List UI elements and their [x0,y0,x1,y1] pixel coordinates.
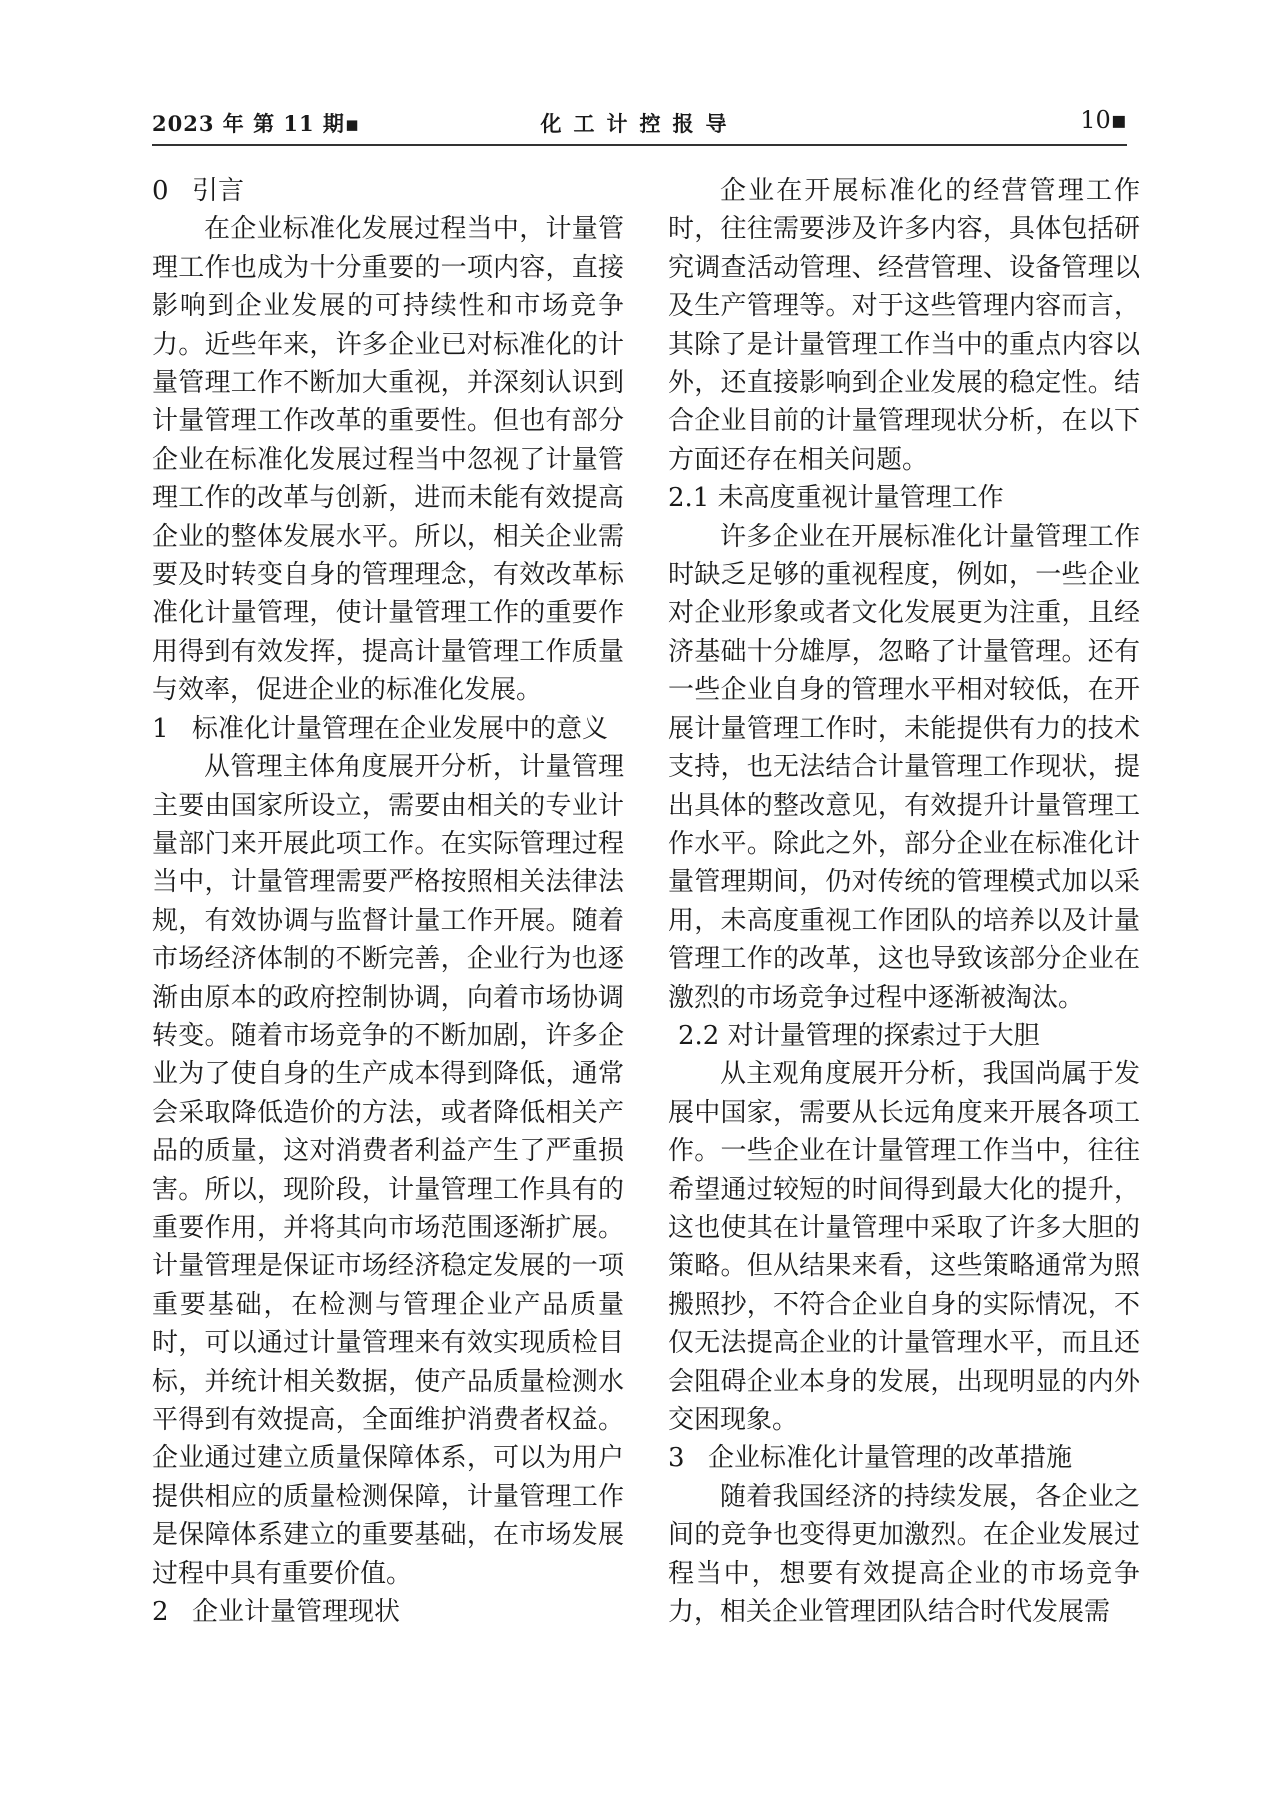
section-heading-3 [668,1439,1140,1477]
issue-label: 2023 年 第 11 期▪ [152,111,361,136]
paragraph-2-1: 许多企业在开展标准化计量管理工作时缺乏足够的重视程度，例如，一些企业对企业形象或者文化发展更为注重，且经济基础十分雄厚，忽略了计量管理。还有一些企业自身的管理水平相对较低，在开展计量管理工作时，未能提供有力的技术支持，也无法结合计量管理工作现状，提出具体的整改意见，有效提升计量管理工作水平。除此之外，部分企业在标准化计量管理期间，仍对传统的管理模式加以采用，未高度重视工作团队的培养以及计量管理工作的改革，这也导致该部分企业在激烈的市场竞争过程中逐渐被淘汰。 [668,521,1140,1013]
section-heading-2 [152,1593,624,1631]
section-number: 0 [152,176,169,206]
subsection-heading-2-2: 2.2 对计量管理的探索过于大胆 [678,1020,1040,1051]
section-heading-1 [152,710,624,748]
section-number: 3 [668,1443,685,1474]
paragraph-significance: 从管理主体角度展开分析，计量管理主要由国家所设立，需要由相关的专业计量部门来开展此项工作。在实际管理过程当中，计量管理需要严格按照相关法律法规，有效协调与监督计量工作开展。随着市场经济体制的不断完善，企业行为也逐渐由原本的政府控制协调，向着市场协调转变。随着市场竞争的不断加剧，许多企业为了使自身的生产成本得到降低，通常会采取降低造价的方法，或者降低相关产品的质量，这对消费者利益产生了严重损害。所以，现阶段，计量管理工作具有的重要作用，并将其向市场范围逐渐扩展。计量管理是保证市场经济稳定发展的一项重要基础，在检测与管理企业产品质量时，可以通过计量管理来有效实现质检目标，并统计相关数据，使产品质量检测水平得到有效提高，全面维护消费者权益。企业通过建立质量保障体系，可以为用户提供相应的质量检测保障，计量管理工作是保障体系建立的重要基础，在市场发展过程中具有重要价值。 [152,752,624,1589]
section-heading-0 [152,172,624,210]
section-title: 引言 [192,176,245,206]
section-title: 标准化计量管理在企业发展中的意义 [192,713,609,744]
paragraph-intro: 在企业标准化发展过程当中，计量管理工作也成为十分重要的一项内容，直接影响到企业发展的可持续性和市场竞争力。近些年来，许多企业已对标准化的计量管理工作不断加大重视，并深刻认识到计量管理工作改革的重要性。但也有部分企业在标准化发展过程当中忽视了计量管理工作的改革与创新，进而未能有效提高企业的整体发展水平。所以，相关企业需要及时转变自身的管理理念，有效改革标准化计量管理，使计量管理工作的重要作用得到有效发挥，提高计量管理工作质量与效率，促进企业的标准化发展。 [152,214,624,706]
section-title: 企业标准化计量管理的改革措施 [708,1443,1073,1474]
running-header [152,104,1127,146]
paragraph-status: 企业在开展标准化的经营管理工作时，往往需要涉及许多内容，具体包括研究调查活动管理、经营管理、设备管理以及生产管理等。对于这些管理内容而言，其除了是计量管理工作当中的重点内容以外，还直接影响到企业发展的稳定性。结合企业目前的计量管理现状分析，在以下方面还存在相关问题。 [668,176,1140,475]
right-column [668,172,1140,1631]
section-title: 企业计量管理现状 [192,1597,401,1628]
page-number: 10▪ [1080,106,1127,134]
journal-title: 化工计控报导 [540,111,739,136]
subsection-heading-2-1: 2.1 未高度重视计量管理工作 [668,483,1004,514]
left-column [152,172,624,1631]
section-number: 2 [152,1597,169,1628]
paragraph-reform: 随着我国经济的持续发展，各企业之间的竞争也变得更加激烈。在企业发展过程当中，想要有效提高企业的市场竞争力，相关企业管理团队结合时代发展需 [668,1481,1140,1628]
paragraph-2-2: 从主观角度展开分析，我国尚属于发展中国家，需要从长远角度来开展各项工作。一些企业在计量管理工作当中，往往希望通过较短的时间得到最大化的提升，这也使其在计量管理中采取了许多大胆的策略。但从结果来看，这些策略通常为照搬照抄，不符合企业自身的实际情况，不仅无法提高企业的计量管理水平，而且还会阻碍企业本身的发展，出现明显的内外交困现象。 [668,1059,1140,1435]
section-number: 1 [152,713,169,744]
